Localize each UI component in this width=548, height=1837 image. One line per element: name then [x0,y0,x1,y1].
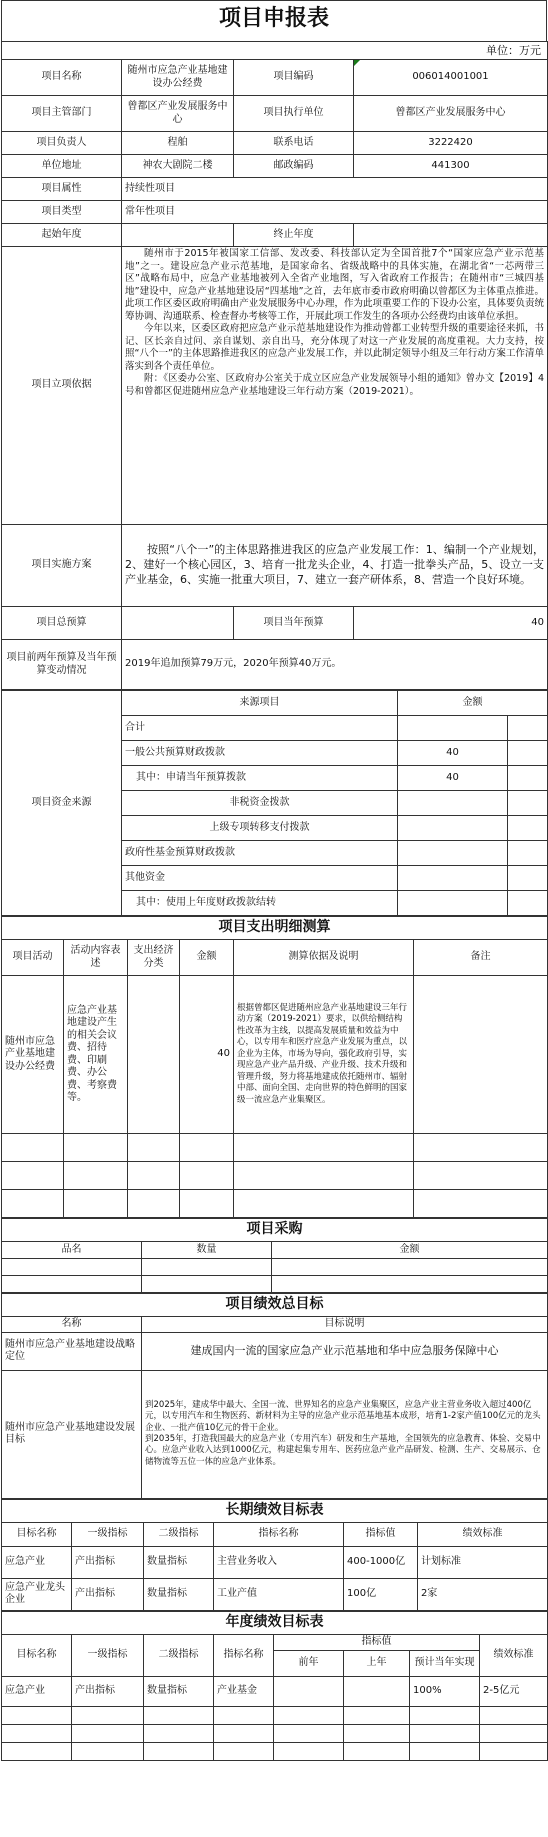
basic-info-table [1,41,548,690]
annual-header: 指标名称 [214,1634,274,1676]
cell: 应急产业 [2,1546,72,1578]
annual-header: 二级指标 [144,1634,214,1676]
cell: 应急产业龙头企业 [2,1578,72,1610]
long-term-header: 一级指标 [72,1522,144,1546]
table-row [2,1676,548,1706]
procure-section-title: 项目采购 [2,1219,548,1242]
funding-row-amount: 40 [398,766,508,791]
funding-row-extra [508,866,548,891]
cell: 产出指标 [72,1578,144,1610]
cell: 产业基金 [214,1676,274,1706]
long-term-header: 绩效标准 [418,1522,548,1546]
annual-sub-header: 预计当年实现 [410,1650,480,1676]
cell: 数量指标 [144,1676,214,1706]
long-term-header: 指标名称 [214,1522,344,1546]
long-term-table [1,1499,548,1611]
funding-amount-header: 金额 [398,691,548,716]
annual-header: 一级指标 [72,1634,144,1676]
funding-row-name: 其中：申请当年预算拨款 [122,766,398,791]
funding-row-extra [508,816,548,841]
long-term-header: 指标值 [344,1522,418,1546]
funding-row-amount [398,891,508,916]
annual-value-group-header: 指标值 [274,1634,480,1650]
zip-label: 邮政编码 [234,155,354,178]
expense-header: 测算依据及说明 [234,940,414,976]
total-budget-label: 项目总预算 [2,607,122,640]
annual-standard-header: 绩效标准 [480,1634,548,1676]
type-label: 项目类型 [2,201,122,224]
expense-amount: 40 [180,976,234,1134]
cell: 400-1000亿 [344,1546,418,1578]
funding-row-extra [508,716,548,741]
procurement-table [1,1218,548,1293]
plan-text: 按照“八个一”的主体思路推进我区的应急产业发展工作：1、编制一个产业规划，2、建好一个核心园区，3、培育一批龙头企业，4、打造一批拳头产品，5、设立一支产业基金，6、实施一批重大项目，7、建立一套产研体系，8、营造一个良好环境。 [122,525,548,607]
cell: 100% [410,1676,480,1706]
annual-section-title: 年度绩效目标表 [2,1611,548,1634]
expense-section-title: 项目支出明细测算 [2,917,548,940]
dept-value: 曾都区产业发展服务中心 [122,96,234,132]
plan-label: 项目实施方案 [2,525,122,607]
exec-label: 项目执行单位 [234,96,354,132]
perf-total-name: 随州市应急产业基地建设战略定位 [2,1332,142,1370]
year-budget-label: 项目当年预算 [234,607,354,640]
zip-value: 441300 [354,155,548,178]
procure-header: 品名 [2,1242,142,1259]
cell: 主营业务收入 [214,1546,344,1578]
funding-row-name: 非税资金拨款 [122,791,398,816]
address-label: 单位地址 [2,155,122,178]
funding-table [1,690,548,916]
cell: 数量指标 [144,1546,214,1578]
perf-total-desc: 建成国内一流的国家应急产业示范基地和华中应急服务保障中心 [142,1332,548,1370]
year-budget-value: 40 [354,607,548,640]
exec-value: 曾都区产业发展服务中心 [354,96,548,132]
report-page [1,0,547,1761]
funding-row-name: 其中：使用上年度财政拨款结转 [122,891,398,916]
basis-paragraph-3: 附：《区委办公室、区政府办公室关于成立区应急产业发展领导小组的通知》曾办文【2019】4号和曾都区促进随州应急产业基地建设三年行动方案（2019-2021）。 [125,373,544,397]
phone-label: 联系电话 [234,132,354,155]
perf-total-table [1,1293,548,1499]
expense-content: 应急产业基地建设产生的相关会议费、招待费、印刷费、办公费、考察费等。 [64,976,128,1134]
basis-paragraph-2: 今年以来，区委区政府把应急产业示范基地建设作为推动曾都工业转型升级的重要途径来抓，书记、区长亲自过问、亲自谋划、亲自出马，充分体现了对这一产业发展的高度重视。大力支持，按照“八个一”的主体思路推进我区的应急产业发展工作，并以此制定领导小组及三年行动方案工作清单落实到各个责任单位。 [125,323,544,372]
dept-label: 项目主管部门 [2,96,122,132]
budget-change-label: 项目前两年预算及当年预算变动情况 [2,640,122,690]
long-term-section-title: 长期绩效目标表 [2,1499,548,1522]
funding-row-amount [398,866,508,891]
expense-header: 支出经济分类 [128,940,180,976]
project-name-label: 项目名称 [2,60,122,96]
cell: 工业产值 [214,1578,344,1610]
annual-sub-header: 前年 [274,1650,344,1676]
funding-row-extra [508,841,548,866]
end-year-label: 终止年度 [234,224,354,247]
comment-marker-icon [354,60,360,66]
cell: 产出指标 [72,1676,144,1706]
table-row [2,1546,548,1578]
expense-econ-class [128,976,180,1134]
cell: 数量指标 [144,1578,214,1610]
expense-activity: 随州市应急产业基地建设办公经费 [2,976,64,1134]
address-value: 神农大剧院二楼 [122,155,234,178]
perf-total-desc: 到2025年，建成华中最大、全国一流、世界知名的应急产业集聚区，应急产业主营业务收入超过400亿元，以专用汽车和生物医药、新材料为主导的应急产业示范基地基本成形，培育1-2家产值100亿元的龙头企业、一批产值10亿元的骨干企业。 到2035年，打造我国最大的应急产业（专用汽车）研发和生产基地，全国领先的应急教育、体验、交易中心。应急产业收入达到1000亿元，构建起集专用车、医药应急产业产品研发、检测、生产、交易展示、仓储物流等五位一体的应急产业体系。 [142,1370,548,1498]
funding-row-name: 上级专项转移支付拨款 [122,816,398,841]
cell: 100亿 [344,1578,418,1610]
page-title: 项目申报表 [1,0,547,41]
cell: 2家 [418,1578,548,1610]
project-code-label: 项目编码 [234,60,354,96]
unit-label: 单位：万元 [2,42,548,60]
funding-row-amount [398,791,508,816]
start-year-value [122,224,234,247]
type-value: 常年性项目 [122,201,548,224]
perf-total-name: 随州市应急产业基地建设发展目标 [2,1370,142,1498]
funding-row-extra [508,891,548,916]
cell: 计划标准 [418,1546,548,1578]
project-code-text: 006014001001 [412,71,489,83]
funding-row-amount [398,716,508,741]
funding-row-name: 其他资金 [122,866,398,891]
funding-row-amount: 40 [398,741,508,766]
funding-row-extra [508,791,548,816]
total-budget-value [122,607,234,640]
project-code-value [354,60,548,96]
expense-table [1,916,548,1218]
funding-row-name: 一般公共预算财政拨款 [122,741,398,766]
basis-paragraph-1: 随州市于2015年被国家工信部、发改委、科技部认定为全国首批7个“国家应急产业示范基地”之一。建设应急产业示范基地，是国家命名、省级战略中的具体实施，在湖北省“一芯两带三区”战略布局中，应急产业基地被列入全省产业地图，写入省政府工作报告；在随州市“三城四基地”建设中，应急产业基地建设居“四基地”之首，去年底市委市政府明确以曾都区为主体重点推进。此项工作区委区政府明确由产业发展服务中心办理，作为此项重要工作的下设办公室，具体要负责统筹协调、沟通联系、检查督办考核等工作，开展此项工作发生的各项办公经费均由该单位承担。 [125,248,544,322]
expense-header: 项目活动 [2,940,64,976]
expense-header: 备注 [414,940,548,976]
table-row [2,1578,548,1610]
expense-note [414,976,548,1134]
cell: 产出指标 [72,1546,144,1578]
project-name-value: 随州市应急产业基地建设办公经费 [122,60,234,96]
expense-header: 活动内容表述 [64,940,128,976]
cell: 2-5亿元 [480,1676,548,1706]
basis-text [122,247,548,525]
funding-row-amount [398,816,508,841]
annual-header: 目标名称 [2,1634,72,1676]
owner-value: 程舶 [122,132,234,155]
phone-value: 3222420 [354,132,548,155]
procure-header: 数量 [142,1242,272,1259]
perf-total-section-title: 项目绩效总目标 [2,1294,548,1317]
funding-row-extra [508,766,548,791]
annual-table [1,1611,548,1761]
funding-row-name: 政府性基金预算财政拨款 [122,841,398,866]
funding-row-amount [398,841,508,866]
funding-row-extra [508,741,548,766]
expense-basis: 根据曾都区促进随州应急产业基地建设三年行动方案（2019-2021）要求，以供给侧结构性改革为主线，以提高发展质量和效益为中心，以专用车和医疗应急产业发展为重点，以企业为主体，市场为导向，强化政府引导，实现应急产业产品升级、产业升级、技术升级和管理升级，努力将基地建成依托随州市、辐射中部、面向全国、走向世界的特色鲜明的国家级一流应急产业集聚区。 [234,976,414,1134]
long-term-header: 二级指标 [144,1522,214,1546]
procure-header: 金额 [272,1242,548,1259]
basis-label: 项目立项依据 [2,247,122,525]
perf-total-name-header: 名称 [2,1317,142,1333]
perf-total-desc-header: 目标说明 [142,1317,548,1333]
funding-source-header: 来源项目 [122,691,398,716]
cell [274,1676,344,1706]
funding-row-name: 合计 [122,716,398,741]
funding-label: 项目资金来源 [2,691,122,916]
cell [344,1676,410,1706]
annual-sub-header: 上年 [344,1650,410,1676]
end-year-value [354,224,548,247]
cell: 应急产业 [2,1676,72,1706]
expense-header: 金额 [180,940,234,976]
attr-label: 项目属性 [2,178,122,201]
long-term-header: 目标名称 [2,1522,72,1546]
start-year-label: 起始年度 [2,224,122,247]
owner-label: 项目负责人 [2,132,122,155]
attr-value: 持续性项目 [122,178,548,201]
budget-change-value: 2019年追加预算79万元，2020年预算40万元。 [122,640,548,690]
